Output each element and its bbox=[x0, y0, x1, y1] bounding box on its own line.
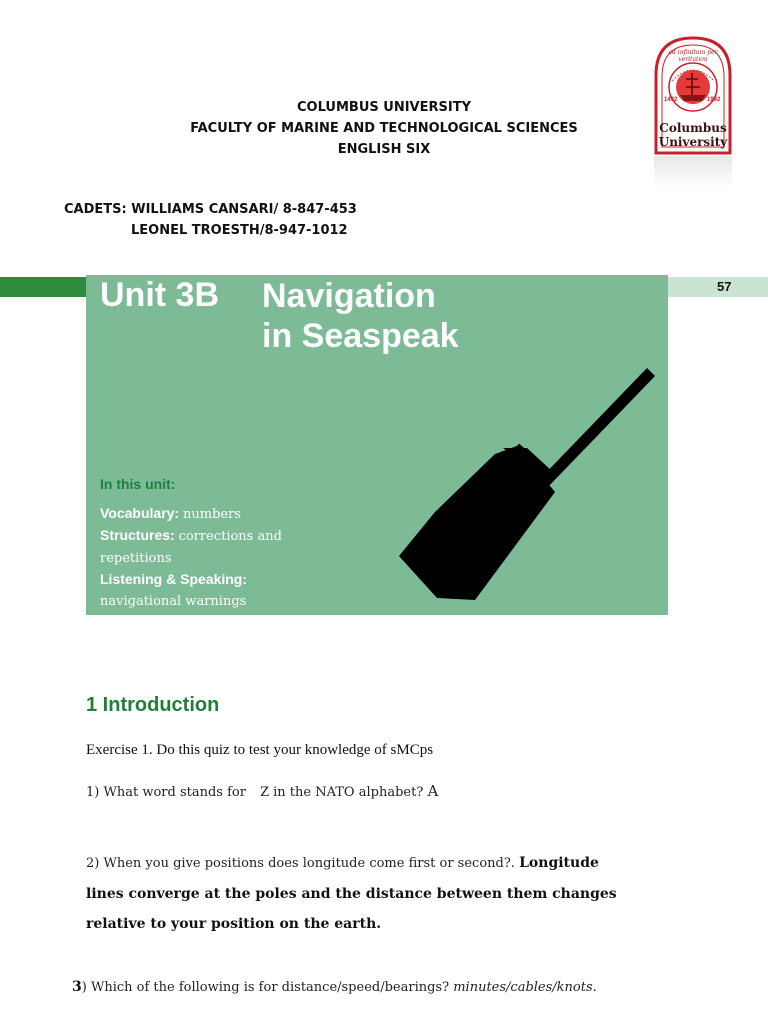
question-3-number: 3 bbox=[72, 979, 82, 995]
unit-title-line-2: in Seaspeak bbox=[262, 317, 459, 355]
course-name: ENGLISH SIX bbox=[337, 142, 431, 157]
in-this-unit-label: In this unit: bbox=[100, 476, 176, 492]
question-1-suffix: in the NATO alphabet? bbox=[273, 785, 424, 800]
question-3-end: . bbox=[592, 980, 597, 995]
unit-topics bbox=[100, 503, 330, 612]
logo-motto: ad infinitum per veritatem bbox=[668, 49, 718, 63]
left-accent-strip bbox=[0, 277, 86, 297]
question-1-letter: Z bbox=[260, 785, 270, 800]
faculty-name: FACULTY OF MARINE AND TECHNOLOGICAL SCIENCES bbox=[190, 121, 578, 136]
listening-value: navigational warnings bbox=[100, 594, 247, 609]
vocabulary-label: Vocabulary: bbox=[100, 505, 180, 521]
logo-year-right: 1992 bbox=[707, 97, 721, 103]
logo-name-line-1: Columbus bbox=[659, 121, 727, 135]
cadets-line-2: LEONEL TROESTH/8-947-1012 bbox=[131, 223, 348, 238]
university-logo bbox=[652, 35, 734, 155]
cadets-line-1: CADETS: WILLIAMS CANSARI/ 8-847-453 bbox=[64, 202, 357, 217]
question-3-text: ) Which of the following is for distance/speed/bearings? bbox=[81, 980, 450, 995]
logo-name-line-2: University bbox=[658, 135, 728, 149]
unit-number: Unit 3B bbox=[100, 276, 219, 314]
handheld-radio-icon bbox=[395, 360, 660, 610]
structures-label: Structures: bbox=[100, 527, 175, 543]
question-2-text: 2) When you give positions does longitude come first or second?. bbox=[86, 856, 515, 871]
question-3 bbox=[72, 979, 597, 995]
unit-title bbox=[262, 276, 459, 356]
question-1 bbox=[86, 782, 438, 800]
question-2-answer-line-2: lines converge at the poles and the distance between them changes bbox=[86, 886, 617, 902]
page-number: 57 bbox=[717, 279, 732, 294]
section-heading: 1 Introduction bbox=[86, 694, 220, 716]
question-1-prefix: 1) What word stands for bbox=[86, 785, 246, 800]
university-name: COLUMBUS UNIVERSITY bbox=[297, 100, 471, 115]
question-2 bbox=[86, 855, 599, 871]
question-2-answer-line-3: relative to your position on the earth. bbox=[86, 916, 382, 932]
structures-value: corrections and repetitions bbox=[100, 529, 282, 566]
unit-title-line-1: Navigation bbox=[262, 277, 436, 315]
listening-label: Listening & Speaking: bbox=[100, 571, 248, 587]
logo-year-left: 1492 bbox=[664, 97, 678, 103]
question-3-options: minutes/cables/knots bbox=[453, 980, 593, 995]
vocabulary-value: numbers bbox=[183, 507, 241, 522]
exercise-instruction: Exercise 1. Do this quiz to test your knowledge of sMCps bbox=[86, 742, 434, 758]
question-1-answer: A bbox=[427, 782, 439, 800]
question-2-answer-start: Longitude bbox=[519, 855, 599, 871]
logo-reflection bbox=[654, 156, 732, 188]
